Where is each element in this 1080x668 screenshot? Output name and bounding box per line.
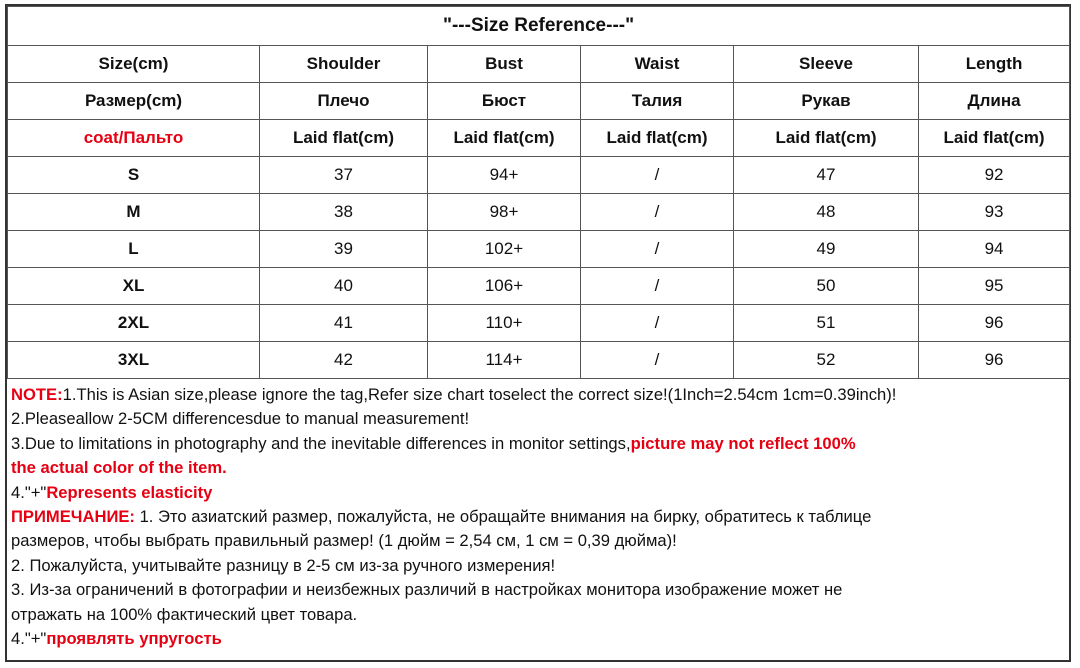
header-waist-ru: Талия xyxy=(581,83,734,120)
table-row xyxy=(8,342,1070,379)
size-cell: L xyxy=(8,231,260,268)
header-bust-ru: Бюст xyxy=(428,83,581,120)
note-4-text: Represents elasticity xyxy=(46,482,213,502)
shoulder-cell: 41 xyxy=(260,305,428,342)
bust-cell: 114+ xyxy=(428,342,581,379)
waist-cell: / xyxy=(581,305,734,342)
length-cell: 96 xyxy=(919,305,1070,342)
sleeve-cell: 47 xyxy=(734,157,919,194)
bust-cell: 94+ xyxy=(428,157,581,194)
size-reference-sheet xyxy=(5,4,1071,662)
length-cell: 92 xyxy=(919,157,1070,194)
measure-sleeve: Laid flat(cm) xyxy=(734,120,919,157)
header-length-en: Length xyxy=(919,46,1070,83)
bust-cell: 102+ xyxy=(428,231,581,268)
length-cell: 95 xyxy=(919,268,1070,305)
note-4-prefix: 4."+" xyxy=(11,482,47,502)
header-row-en xyxy=(8,46,1070,83)
header-bust-en: Bust xyxy=(428,46,581,83)
sleeve-cell: 51 xyxy=(734,305,919,342)
header-sleeve-en: Sleeve xyxy=(734,46,919,83)
note-3-warning-b: the actual color of the item. xyxy=(11,458,227,478)
shoulder-cell: 38 xyxy=(260,194,428,231)
header-row-ru xyxy=(8,83,1070,120)
header-shoulder-en: Shoulder xyxy=(260,46,428,83)
ru-note-line-3: 3. Из-за ограничений в фотографии и неизбежных различий в настройках монитора изображение может не xyxy=(11,580,843,600)
sleeve-cell: 52 xyxy=(734,342,919,379)
bust-cell: 110+ xyxy=(428,305,581,342)
note-label: NOTE: xyxy=(11,385,63,404)
ru-note-3-cont: отражать на 100% фактический цвет товара. xyxy=(11,604,358,624)
waist-cell: / xyxy=(581,194,734,231)
ru-note-4-text: проявлять упругость xyxy=(46,628,222,648)
table-title: "---Size Reference---" xyxy=(8,7,1070,46)
ru-note-line-1 xyxy=(11,505,1065,529)
ru-note-line-2: 2. Пожалуйста, учитывайте разницу в 2-5 см из-за ручного измерения! xyxy=(11,555,556,575)
note-3-text: 3.Due to limitations in photography and the inevitable differences in monitor settings, xyxy=(11,433,631,453)
coat-label: coat/Пальто xyxy=(8,120,260,157)
waist-cell: / xyxy=(581,231,734,268)
note-line-4 xyxy=(11,481,1065,505)
table-row xyxy=(8,268,1070,305)
note-1-text: 1.This is Asian size,please ignore the tag,Refer size chart toselect the correct size!(1Inch=2.54cm 1cm=0.39inch)! xyxy=(62,385,897,404)
ru-note-1-text: 1. Это азиатский размер, пожалуйста, не обращайте внимания на бирку, обратитесь к таблице xyxy=(134,506,872,526)
table-row xyxy=(8,157,1070,194)
shoulder-cell: 39 xyxy=(260,231,428,268)
size-cell: S xyxy=(8,157,260,194)
size-cell: 3XL xyxy=(8,342,260,379)
header-sleeve-ru: Рукав xyxy=(734,83,919,120)
size-cell: XL xyxy=(8,268,260,305)
measure-shoulder: Laid flat(cm) xyxy=(260,120,428,157)
header-size-ru: Размер(cm) xyxy=(8,83,260,120)
length-cell: 96 xyxy=(919,342,1070,379)
shoulder-cell: 37 xyxy=(260,157,428,194)
header-shoulder-ru: Плечо xyxy=(260,83,428,120)
size-table xyxy=(7,6,1070,379)
ru-note-1-cont: размеров, чтобы выбрать правильный размер! (1 дюйм = 2,54 см, 1 см = 0,39 дюйма)! xyxy=(11,531,677,551)
measure-length: Laid flat(cm) xyxy=(919,120,1070,157)
bust-cell: 98+ xyxy=(428,194,581,231)
header-row-measure xyxy=(8,120,1070,157)
note-line-2: 2.Pleaseallow 2-5CM differencesdue to manual measurement! xyxy=(11,409,470,429)
sleeve-cell: 49 xyxy=(734,231,919,268)
header-size-en: Size(cm) xyxy=(8,46,260,83)
shoulder-cell: 40 xyxy=(260,268,428,305)
note-line-1 xyxy=(11,383,1065,407)
note-line-3 xyxy=(11,432,1065,456)
sleeve-cell: 48 xyxy=(734,194,919,231)
shoulder-cell: 42 xyxy=(260,342,428,379)
waist-cell: / xyxy=(581,342,734,379)
ru-note-line-4 xyxy=(11,627,1065,651)
table-row xyxy=(8,194,1070,231)
header-length-ru: Длина xyxy=(919,83,1070,120)
waist-cell: / xyxy=(581,268,734,305)
note-3-warning-a: picture may not reflect 100% xyxy=(630,433,856,453)
length-cell: 94 xyxy=(919,231,1070,268)
header-waist-en: Waist xyxy=(581,46,734,83)
notes-section xyxy=(7,379,1069,651)
table-row xyxy=(8,231,1070,268)
bust-cell: 106+ xyxy=(428,268,581,305)
ru-note-label: ПРИМЕЧАНИЕ: xyxy=(11,506,135,526)
waist-cell: / xyxy=(581,157,734,194)
measure-waist: Laid flat(cm) xyxy=(581,120,734,157)
sleeve-cell: 50 xyxy=(734,268,919,305)
table-row xyxy=(8,305,1070,342)
size-cell: M xyxy=(8,194,260,231)
size-cell: 2XL xyxy=(8,305,260,342)
measure-bust: Laid flat(cm) xyxy=(428,120,581,157)
ru-note-4-prefix: 4."+" xyxy=(11,628,47,648)
length-cell: 93 xyxy=(919,194,1070,231)
